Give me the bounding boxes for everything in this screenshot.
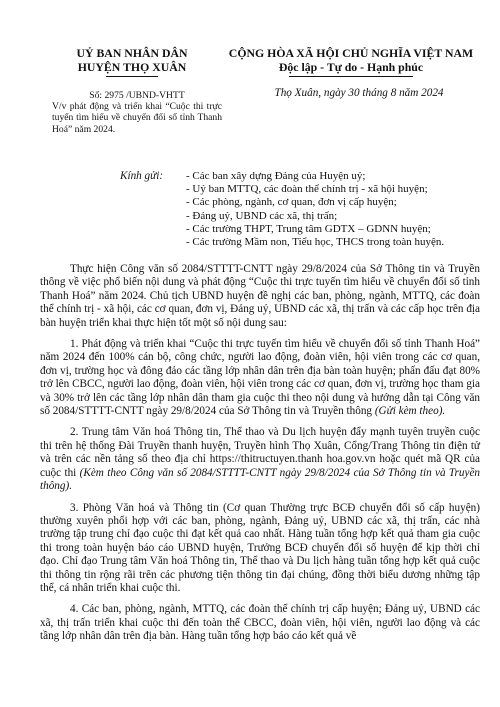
item-4-paragraph: 4. Các ban, phòng, ngành, MTTQ, các đoàn thể chính trị cấp huyện; Đảng uỷ, UBND các xã, thị trấn triển khai cuộc thi đến toàn thể CBCC, đoàn viên, hội viên, người lao động và các tầng lớp nhân dân trên địa bàn. Hàng tuần tổng hợp báo cáo kết quả về [40, 603, 480, 643]
recipient-item: - Các trường THPT, Trung tâm GDTX – GDNN huyện; [186, 222, 431, 235]
document-number-block [52, 90, 222, 135]
item-3-paragraph: 3. Phòng Văn hoá và Thông tin (Cơ quan Thường trực BCĐ chuyển đổi số cấp huyện) thường xuyên phối hợp với các ban, phòng, ngành, Đảng uỷ, UBND các xã, thị trấn, các nhà trường tập trung chỉ đạo cuộc thi đạt kết quả cao nhất. Hàng tuần tổng hợp kết quả tham gia cuộc thi trong toàn huyện báo cáo UBND huyện, Trưởng BCĐ chuyển đổi số huyện để kịp thời chỉ đạo. Chỉ đạo Trung tâm Văn hoá Thông tin, Thể thao và Du lịch hàng tuần tổng hợp kết quả cuộc thi thông tin rộng rãi trên các phương tiện thông tin đại chúng, đồng thời biểu dương những tập thể, cá nhân triển khai cuộc thi. [40, 501, 480, 594]
motto-underline [289, 76, 413, 77]
document-body [40, 263, 480, 652]
document-date: Thọ Xuân, ngày 30 tháng 8 năm 2024 [274, 87, 444, 99]
recipients-label: Kính gửi: [120, 170, 164, 182]
item-2-text: 2. Trung tâm Văn hoá Thông tin, Thể thao và Du lịch huyện đẩy mạnh tuyên truyền cuộc thi trên hệ thống Đài Truyền thanh huyện, Truyền hình Thọ Xuân, Cổng/Trang Thông tin điện tử và trên các nền tảng số theo địa chỉ https://thitructuyen.thanh hoa.gov.vn hoặc quét mã QR của cuộc thi [40, 426, 480, 479]
intro-paragraph: Thực hiện Công văn số 2084/STTTT-CNTT ngày 29/8/2024 của Sở Thông tin và Truyền thông về việc phổ biến nội dung và phát động “Cuộc thi trực tuyến tìm hiểu về chuyển đổi số tỉnh Thanh Hoá” năm 2024. Chủ tịch UBND huyện đề nghị các ban, phòng, ngành, MTTQ, các đoàn thể chính trị - xã hội, các cơ quan, đơn vị, Đảng uỷ, UBND các xã, thị trấn và các cấp học trên địa bàn huyện triển khai thực hiện tốt một số nội dung sau: [40, 263, 480, 329]
item-1-paragraph [40, 338, 480, 418]
item-2-paragraph [40, 426, 480, 493]
item-2-note: (Kèm theo Công văn số 2084/STTTT-CNTT ngày 29/8/2024 của Sở Thông tin và Truyền thông). [40, 466, 481, 493]
document-subject: V/v phát động và triển khai “Cuộc thi trực tuyến tìm hiểu về chuyển đổi số tỉnh Thanh Hoá” năm 2024. [52, 101, 222, 135]
item-1-note: (Gửi kèm theo). [374, 405, 446, 418]
national-motto: Độc lập - Tự do - Hạnh phúc [278, 60, 424, 74]
recipient-item: - Đảng uỷ, UBND các xã, thị trấn; [186, 209, 338, 222]
issuing-authority [46, 46, 218, 77]
recipients-list [186, 170, 482, 249]
recipient-item: - Các trường Mầm non, Tiểu học, THCS trong toàn huyện. [186, 236, 445, 249]
national-header [224, 46, 478, 77]
recipient-item: - Các ban xây dựng Đảng của Huyện uỷ; [186, 170, 366, 182]
authority-line-1: UỶ BAN NHÂN DÂN [76, 46, 188, 60]
recipient-item: - Các phòng, ngành, cơ quan, đơn vị cấp huyện; [186, 196, 397, 209]
document-number: Số: 2975 /UBND-VHTT [89, 90, 185, 101]
recipient-item: - Uỷ ban MTTQ, các đoàn thể chính trị - xã hội huyện; [186, 183, 428, 196]
national-title: CỘNG HÒA XÃ HỘI CHỦ NGHĨA VIỆT NAM [228, 46, 474, 60]
authority-underline [106, 76, 158, 77]
item-1-text: 1. Phát động và triển khai “Cuộc thi trực tuyến tìm hiểu về chuyển đổi số tỉnh Thanh Hoá” năm 2024 đến 100% cán bộ, công chức, người lao động, đoàn viên, hội viên trong các cơ quan, đơn vị, trường học và đông đảo các tầng lớp nhân dân trên địa bàn toàn huyện; phấn đấu đạt 80% trở lên CBCC, người lao động, đoàn viên, hội viên trong các cơ quan, đơn vị, trường học tham gia và 30% trở lên các tầng lớp nhân dân tham gia cuộc thi theo nội dung và hướng dẫn tại Công văn số 2084/STTTT-CNTT ngày 29/8/2024 của Sở Thông tin và Truyền thông [40, 338, 480, 418]
authority-line-2: HUYỆN THỌ XUÂN [77, 60, 187, 74]
